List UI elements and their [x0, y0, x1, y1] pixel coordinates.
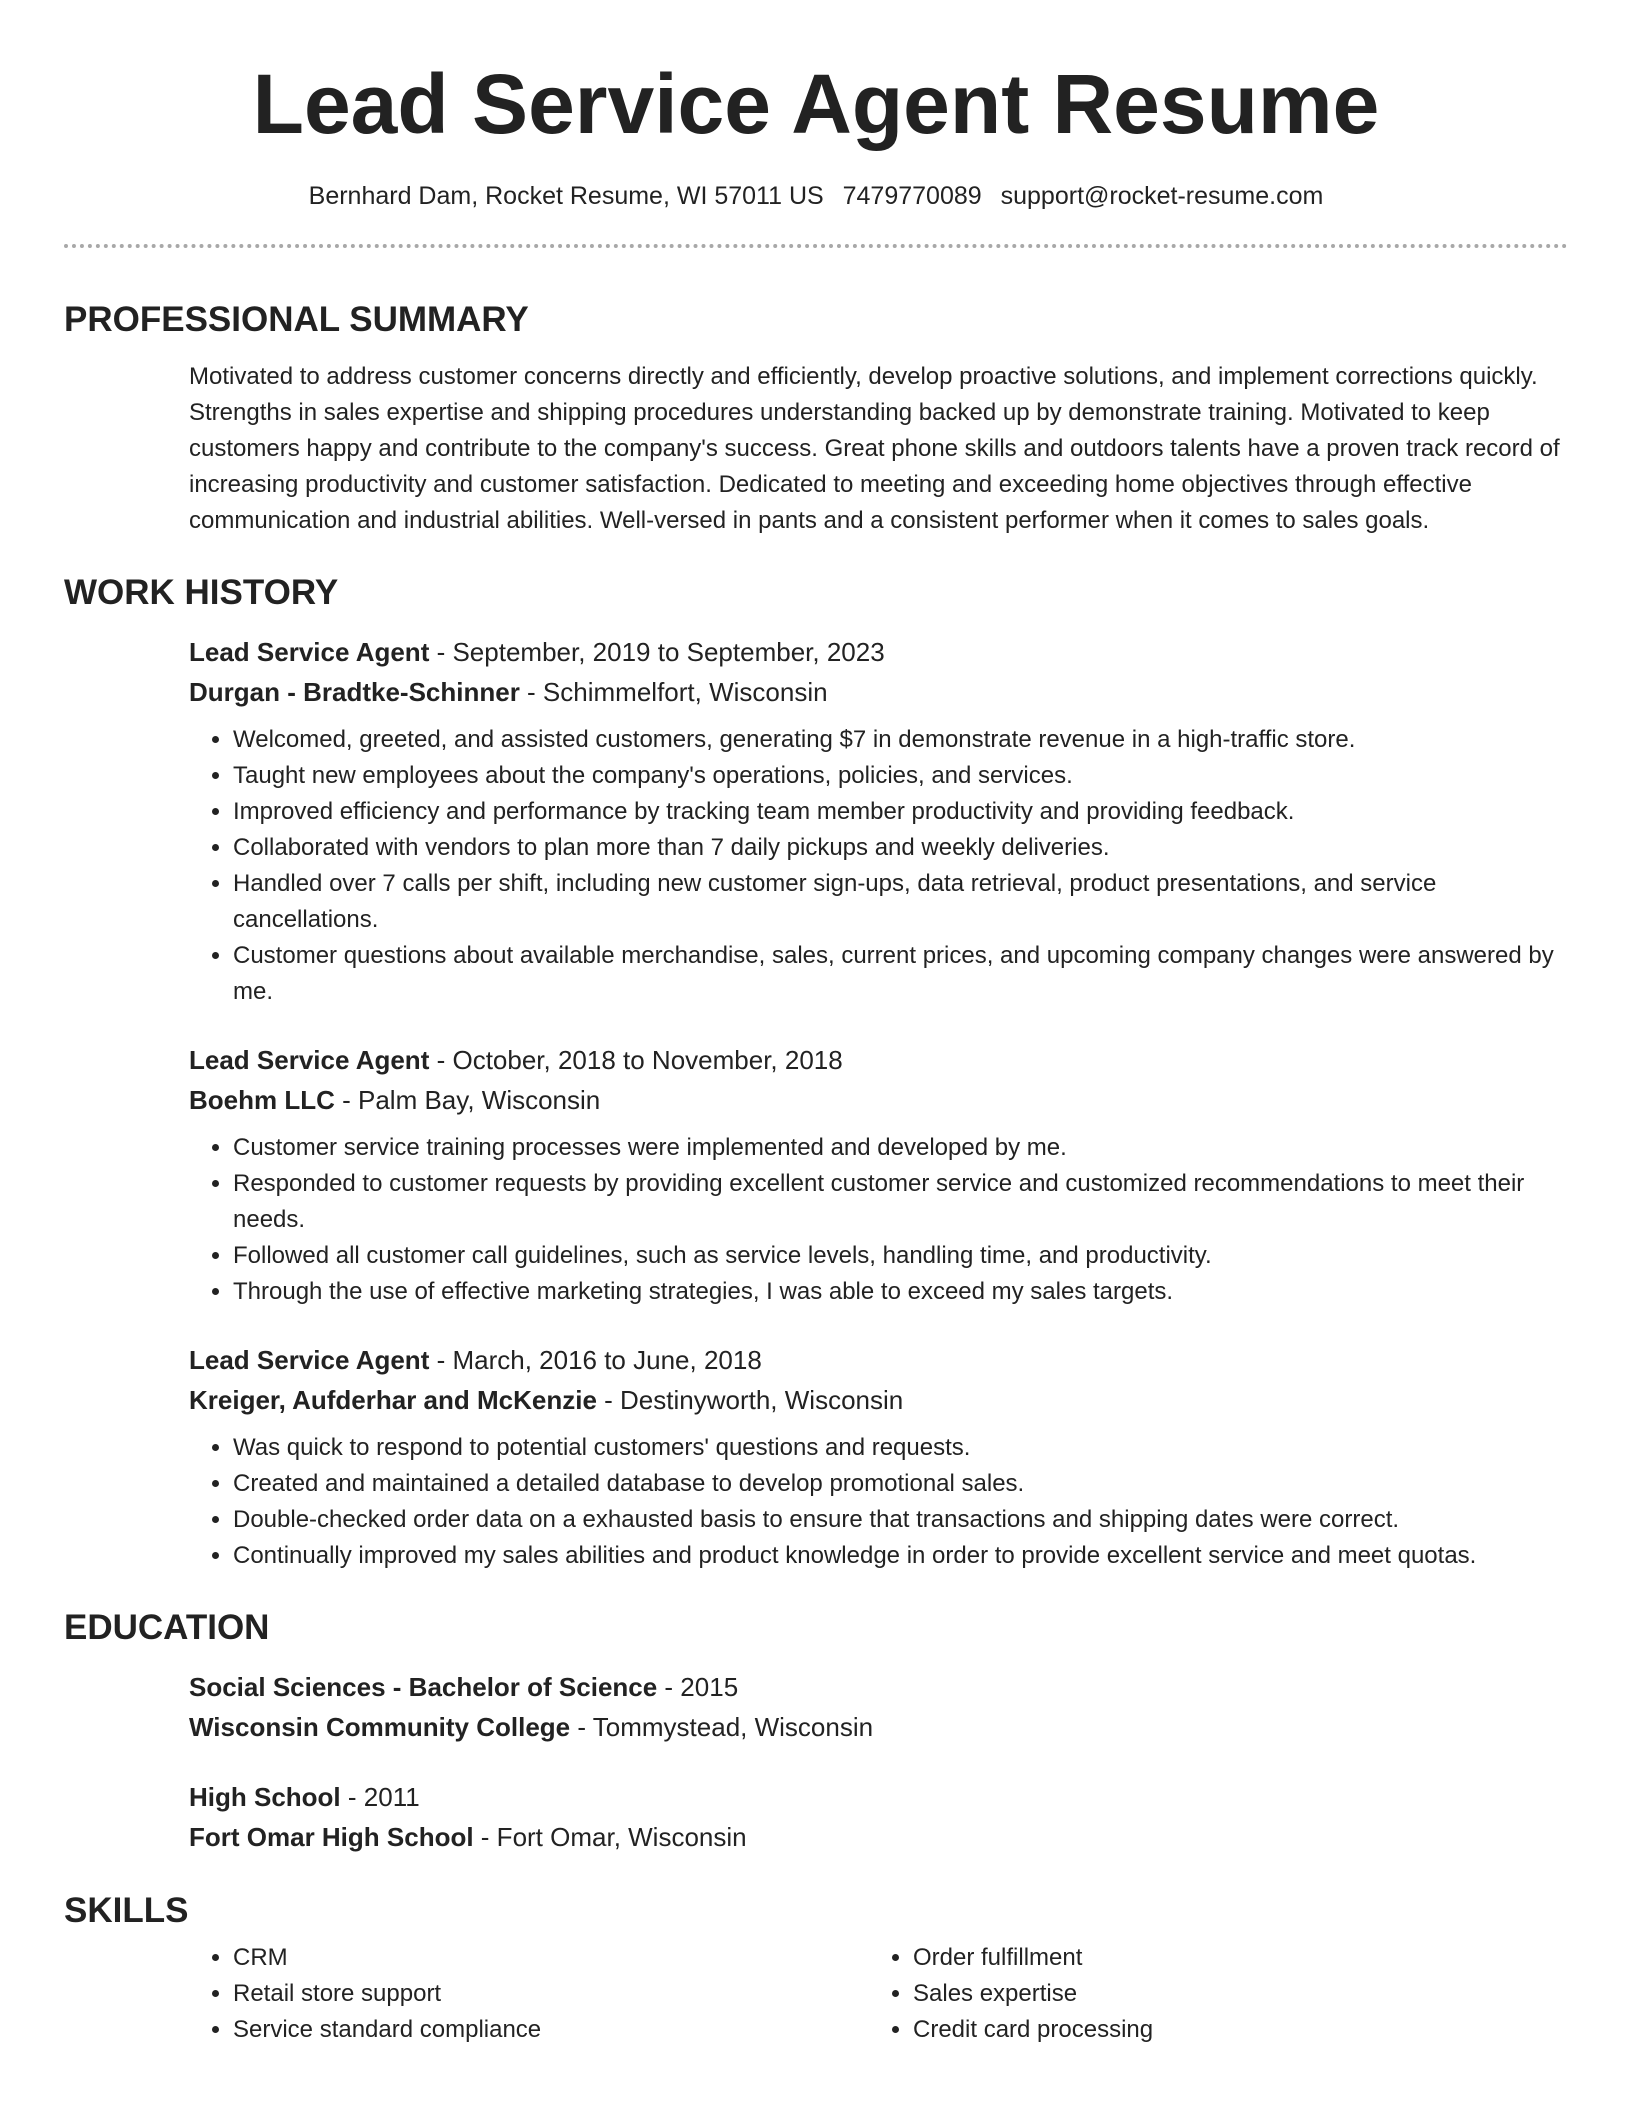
job-company-line — [189, 672, 1568, 712]
degree: High School — [189, 1782, 341, 1812]
list-item: • Was quick to respond to potential customers' questions and requests. — [233, 1430, 1568, 1466]
degree: Social Sciences - Bachelor of Science — [189, 1672, 658, 1702]
list-item: • Customer questions about available merchandise, sales, current prices, and upcoming company changes were answered by me. — [233, 938, 1568, 1010]
list-item: • Taught new employees about the company's operations, policies, and services. — [233, 758, 1568, 794]
job-bullets — [189, 1430, 1568, 1574]
list-item: • Followed all customer call guidelines, such as service levels, handling time, and productivity. — [233, 1238, 1568, 1274]
job-entry — [189, 632, 1568, 1010]
contact-line — [0, 182, 1632, 211]
skills-list-left — [189, 1940, 869, 2048]
skills-column-right — [869, 1940, 1549, 2048]
skill-item: • Order fulfillment — [913, 1940, 1549, 1976]
list-item: • Welcomed, greeted, and assisted customers, generating $7 in demonstrate revenue in a high-traffic store. — [233, 722, 1568, 758]
job-dates: - March, 2016 to June, 2018 — [429, 1345, 762, 1375]
job-dates: - September, 2019 to September, 2023 — [429, 637, 885, 667]
contact-email: support@rocket-resume.com — [1000, 182, 1324, 210]
education-entry — [189, 1777, 1568, 1857]
skills-heading: SKILLS — [64, 1891, 189, 1930]
contact-phone: 7479770089 — [842, 182, 982, 210]
school-location: - Fort Omar, Wisconsin — [473, 1822, 747, 1852]
skill-item: • CRM — [233, 1940, 869, 1976]
job-company-line — [189, 1080, 1568, 1120]
skills-list-right — [869, 1940, 1549, 2048]
degree-line — [189, 1667, 1568, 1707]
skill-item: • Retail store support — [233, 1976, 869, 2012]
school: Fort Omar High School — [189, 1822, 474, 1852]
skill-item: • Credit card processing — [913, 2012, 1549, 2048]
job-title: Lead Service Agent — [189, 1045, 430, 1075]
graduation-year: - 2011 — [340, 1782, 420, 1812]
education-entry — [189, 1667, 1568, 1747]
skill-item: • Service standard compliance — [233, 2012, 869, 2048]
school-location: - Tommystead, Wisconsin — [570, 1712, 874, 1742]
contact-address: Bernhard Dam, Rocket Resume, WI 57011 US — [308, 182, 824, 210]
job-title-line — [189, 632, 1568, 672]
skill-item: • Sales expertise — [913, 1976, 1549, 2012]
summary-heading: PROFESSIONAL SUMMARY — [64, 300, 529, 339]
list-item: • Created and maintained a detailed database to develop promotional sales. — [233, 1466, 1568, 1502]
graduation-year: - 2015 — [657, 1672, 739, 1702]
job-company: Boehm LLC — [189, 1085, 335, 1115]
job-company: Durgan - Bradtke-Schinner — [189, 677, 520, 707]
summary-text: Motivated to address customer concerns directly and efficiently, develop proactive solutions, and implement corrections quickly. Strengths in sales expertise and shipping procedures understanding backed up by demonstrate training. Motivated to keep customers happy and contribute to the company's success. Great phone skills and outdoors talents have a proven track record of increasing productivity and customer satisfaction. Dedicated to meeting and exceeding home objectives through effective communication and industrial abilities. Well-versed in pants and a consistent performer when it comes to sales goals. — [189, 363, 1560, 534]
job-bullets — [189, 722, 1568, 1010]
job-bullets — [189, 1130, 1568, 1310]
skills-column-left — [189, 1940, 869, 2048]
list-item: • Double-checked order data on a exhausted basis to ensure that transactions and shipping dates were correct. — [233, 1502, 1568, 1538]
header-divider — [64, 244, 1568, 248]
job-company-line — [189, 1380, 1568, 1420]
job-title-line — [189, 1040, 1568, 1080]
school-line — [189, 1817, 1568, 1857]
job-title: Lead Service Agent — [189, 1345, 430, 1375]
list-item: • Through the use of effective marketing strategies, I was able to exceed my sales targets. — [233, 1274, 1568, 1310]
list-item: • Collaborated with vendors to plan more than 7 daily pickups and weekly deliveries. — [233, 830, 1568, 866]
work-history-heading: WORK HISTORY — [64, 573, 339, 612]
education-heading: EDUCATION — [64, 1608, 270, 1647]
job-dates: - October, 2018 to November, 2018 — [429, 1045, 843, 1075]
list-item: • Continually improved my sales abilities and product knowledge in order to provide excellent service and meet quotas. — [233, 1538, 1568, 1574]
list-item: • Customer service training processes were implemented and developed by me. — [233, 1130, 1568, 1166]
skills-grid — [189, 1940, 1568, 2048]
job-title-line — [189, 1340, 1568, 1380]
job-company: Kreiger, Aufderhar and McKenzie — [189, 1385, 597, 1415]
list-item: • Improved efficiency and performance by tracking team member productivity and providing feedback. — [233, 794, 1568, 830]
resume-title: Lead Service Agent Resume — [252, 57, 1380, 151]
job-location: - Palm Bay, Wisconsin — [334, 1085, 601, 1115]
job-entry — [189, 1040, 1568, 1310]
list-item: • Handled over 7 calls per shift, including new customer sign-ups, data retrieval, product presentations, and service cancellations. — [233, 866, 1568, 938]
school-line — [189, 1707, 1568, 1747]
job-location: - Destinyworth, Wisconsin — [596, 1385, 904, 1415]
job-title: Lead Service Agent — [189, 637, 430, 667]
job-entry — [189, 1340, 1568, 1574]
list-item: • Responded to customer requests by providing excellent customer service and customized recommendations to meet their needs. — [233, 1166, 1568, 1238]
school: Wisconsin Community College — [189, 1712, 571, 1742]
degree-line — [189, 1777, 1568, 1817]
job-location: - Schimmelfort, Wisconsin — [519, 677, 828, 707]
